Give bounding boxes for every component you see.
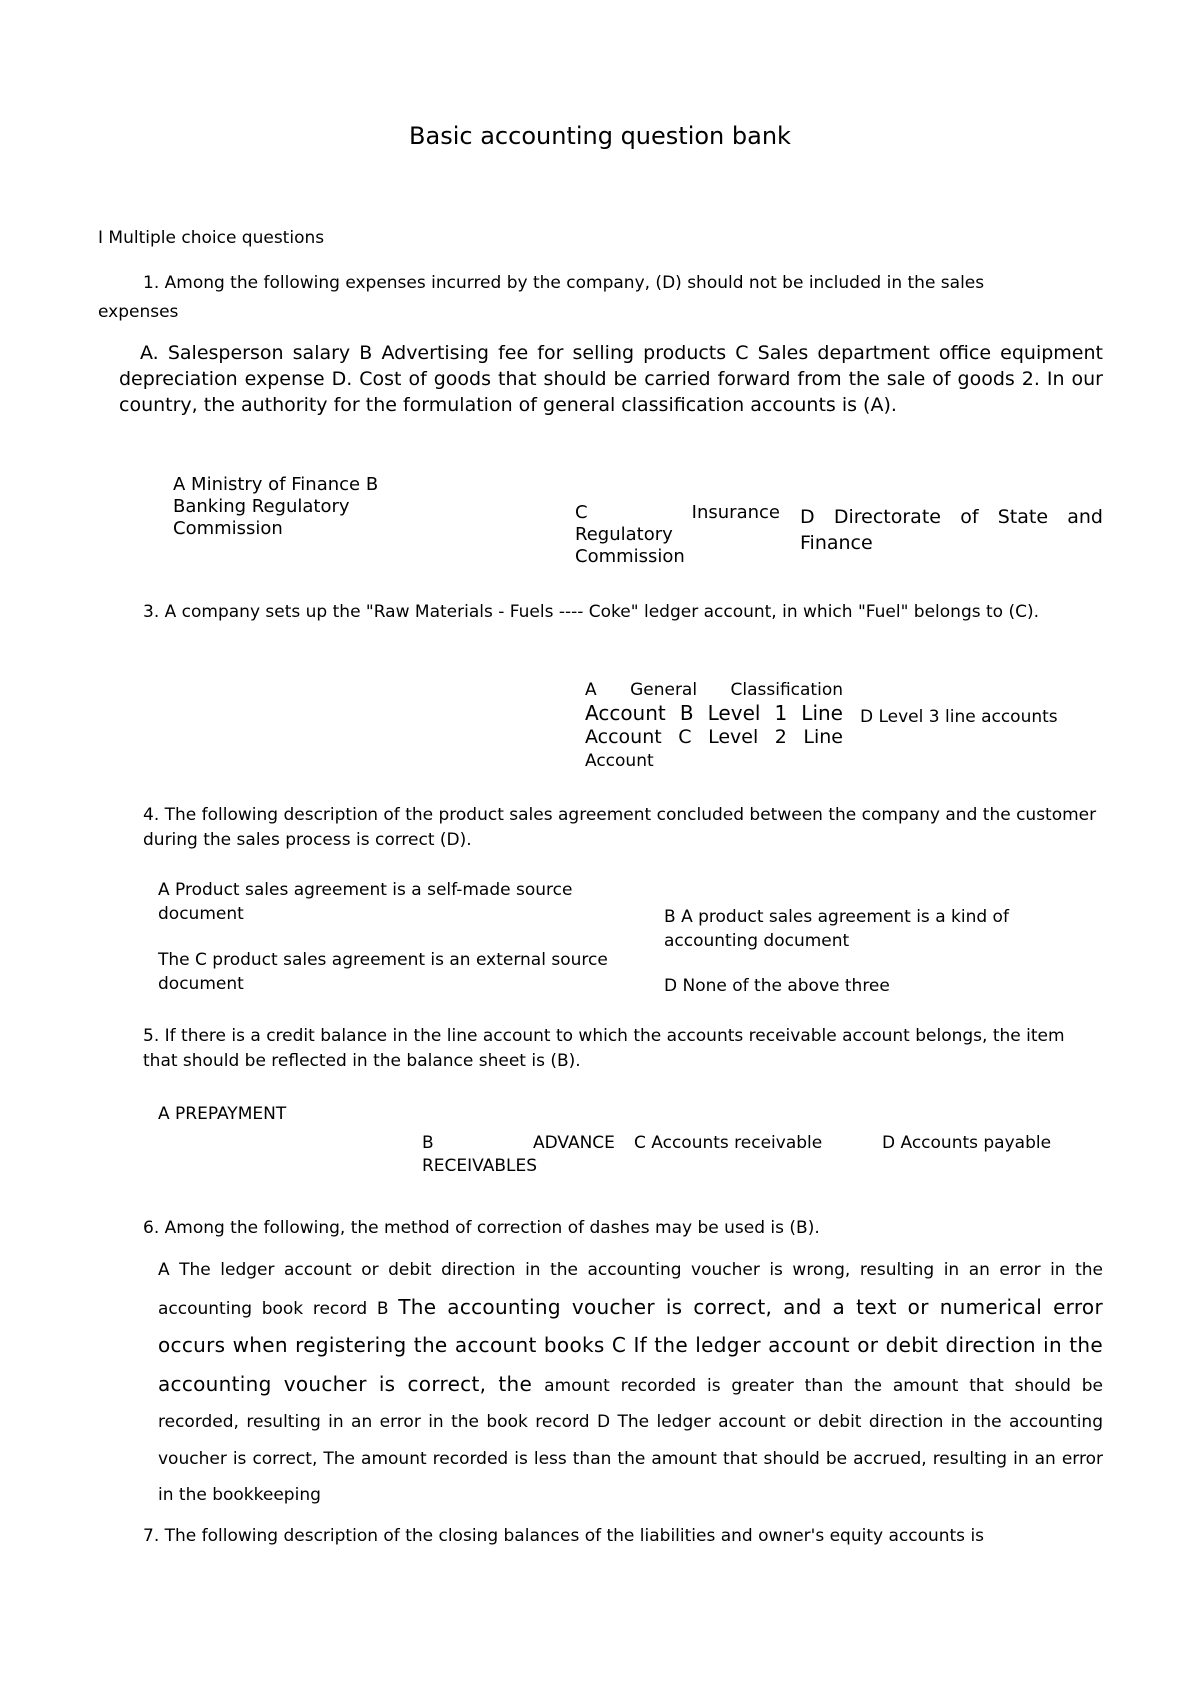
q6-options (158, 1252, 1103, 1514)
q6-option-c-d: amount recorded is greater than the amount that should be recorded, resulting in an error in the book record D The ledger account or debit direction in the accounting voucher is correct, The amount recorded is less than the amount that should be accrued, resulting in an error in the bookkeeping (158, 1375, 1103, 1505)
q4-option-d: D None of the above three (664, 976, 890, 996)
q3-option-c: Account C Level 2 Line (585, 726, 843, 748)
q3-option-d: D Level 3 line accounts (860, 707, 1058, 727)
q5-question: 5. If there is a credit balance in the line account to which the accounts receivable account belongs, the item that should be reflected in the balance sheet is (B). (143, 1026, 1065, 1071)
q3-question: 3. A company sets up the "Raw Materials - Fuels ---- Coke" ledger account, in which "Fuel" belongs to (C). (143, 602, 1040, 622)
page-title: Basic accounting question bank (409, 122, 791, 150)
q6-option-a: A The ledger account or debit direction in the accounting voucher is wrong, resulting in an error in the accounting book record B (158, 1260, 1103, 1319)
q5-option-b-word2: RECEIVABLES (422, 1156, 538, 1176)
q2-option-ab: A Ministry of Finance B Banking Regulatory Commission (173, 474, 379, 539)
q5-option-d: D Accounts payable (882, 1133, 1052, 1153)
q4-option-a: A Product sales agreement is a self-made source document (158, 880, 573, 924)
q4-option-c: The C product sales agreement is an external source document (158, 950, 608, 994)
q2-option-c: C Insurance Regulatory Commission (575, 502, 780, 567)
q6-option-b-c: The accounting voucher is correct, and a text or numerical error occurs when registering the account books C If the ledger account or debit direction in the accounting voucher is correct, the (158, 1294, 1103, 1396)
q3-options-abc (585, 678, 843, 773)
section-heading: I Multiple choice questions (98, 228, 325, 248)
q3-option-c-end: Account (585, 751, 654, 771)
q4-question: 4. The following description of the product sales agreement concluded between the company and the customer during the sales process is correct (D). (143, 805, 1097, 850)
q5-option-b-word: ADVANCE (533, 1133, 615, 1153)
q5-option-b-letter: B (422, 1133, 434, 1153)
q6-question: 6. Among the following, the method of correction of dashes may be used is (B). (143, 1218, 820, 1238)
q7-question: 7. The following description of the closing balances of the liabilities and owner's equity accounts is (143, 1526, 985, 1546)
q4-option-b: B A product sales agreement is a kind of accounting document (664, 907, 1009, 951)
q1-question-line1: 1. Among the following expenses incurred by the company, (D) should not be included in the sales (143, 273, 985, 293)
q5-option-c: C Accounts receivable (634, 1133, 823, 1153)
q3-option-a: A General Classification (585, 680, 843, 700)
q5-option-a: A PREPAYMENT (158, 1104, 287, 1124)
q1-options: A. Salesperson salary B Advertising fee for selling products C Sales department office equipment depreciation expense D. Cost of goods that should be carried forward from the sale of goods 2. In our country, the authority for the formulation of general classification accounts is (A). (119, 342, 1103, 416)
q3-option-b: Account B Level 1 Line (585, 701, 843, 725)
q2-option-d: D Directorate of State and Finance (800, 506, 1103, 554)
q1-question-line2: expenses (98, 302, 179, 322)
